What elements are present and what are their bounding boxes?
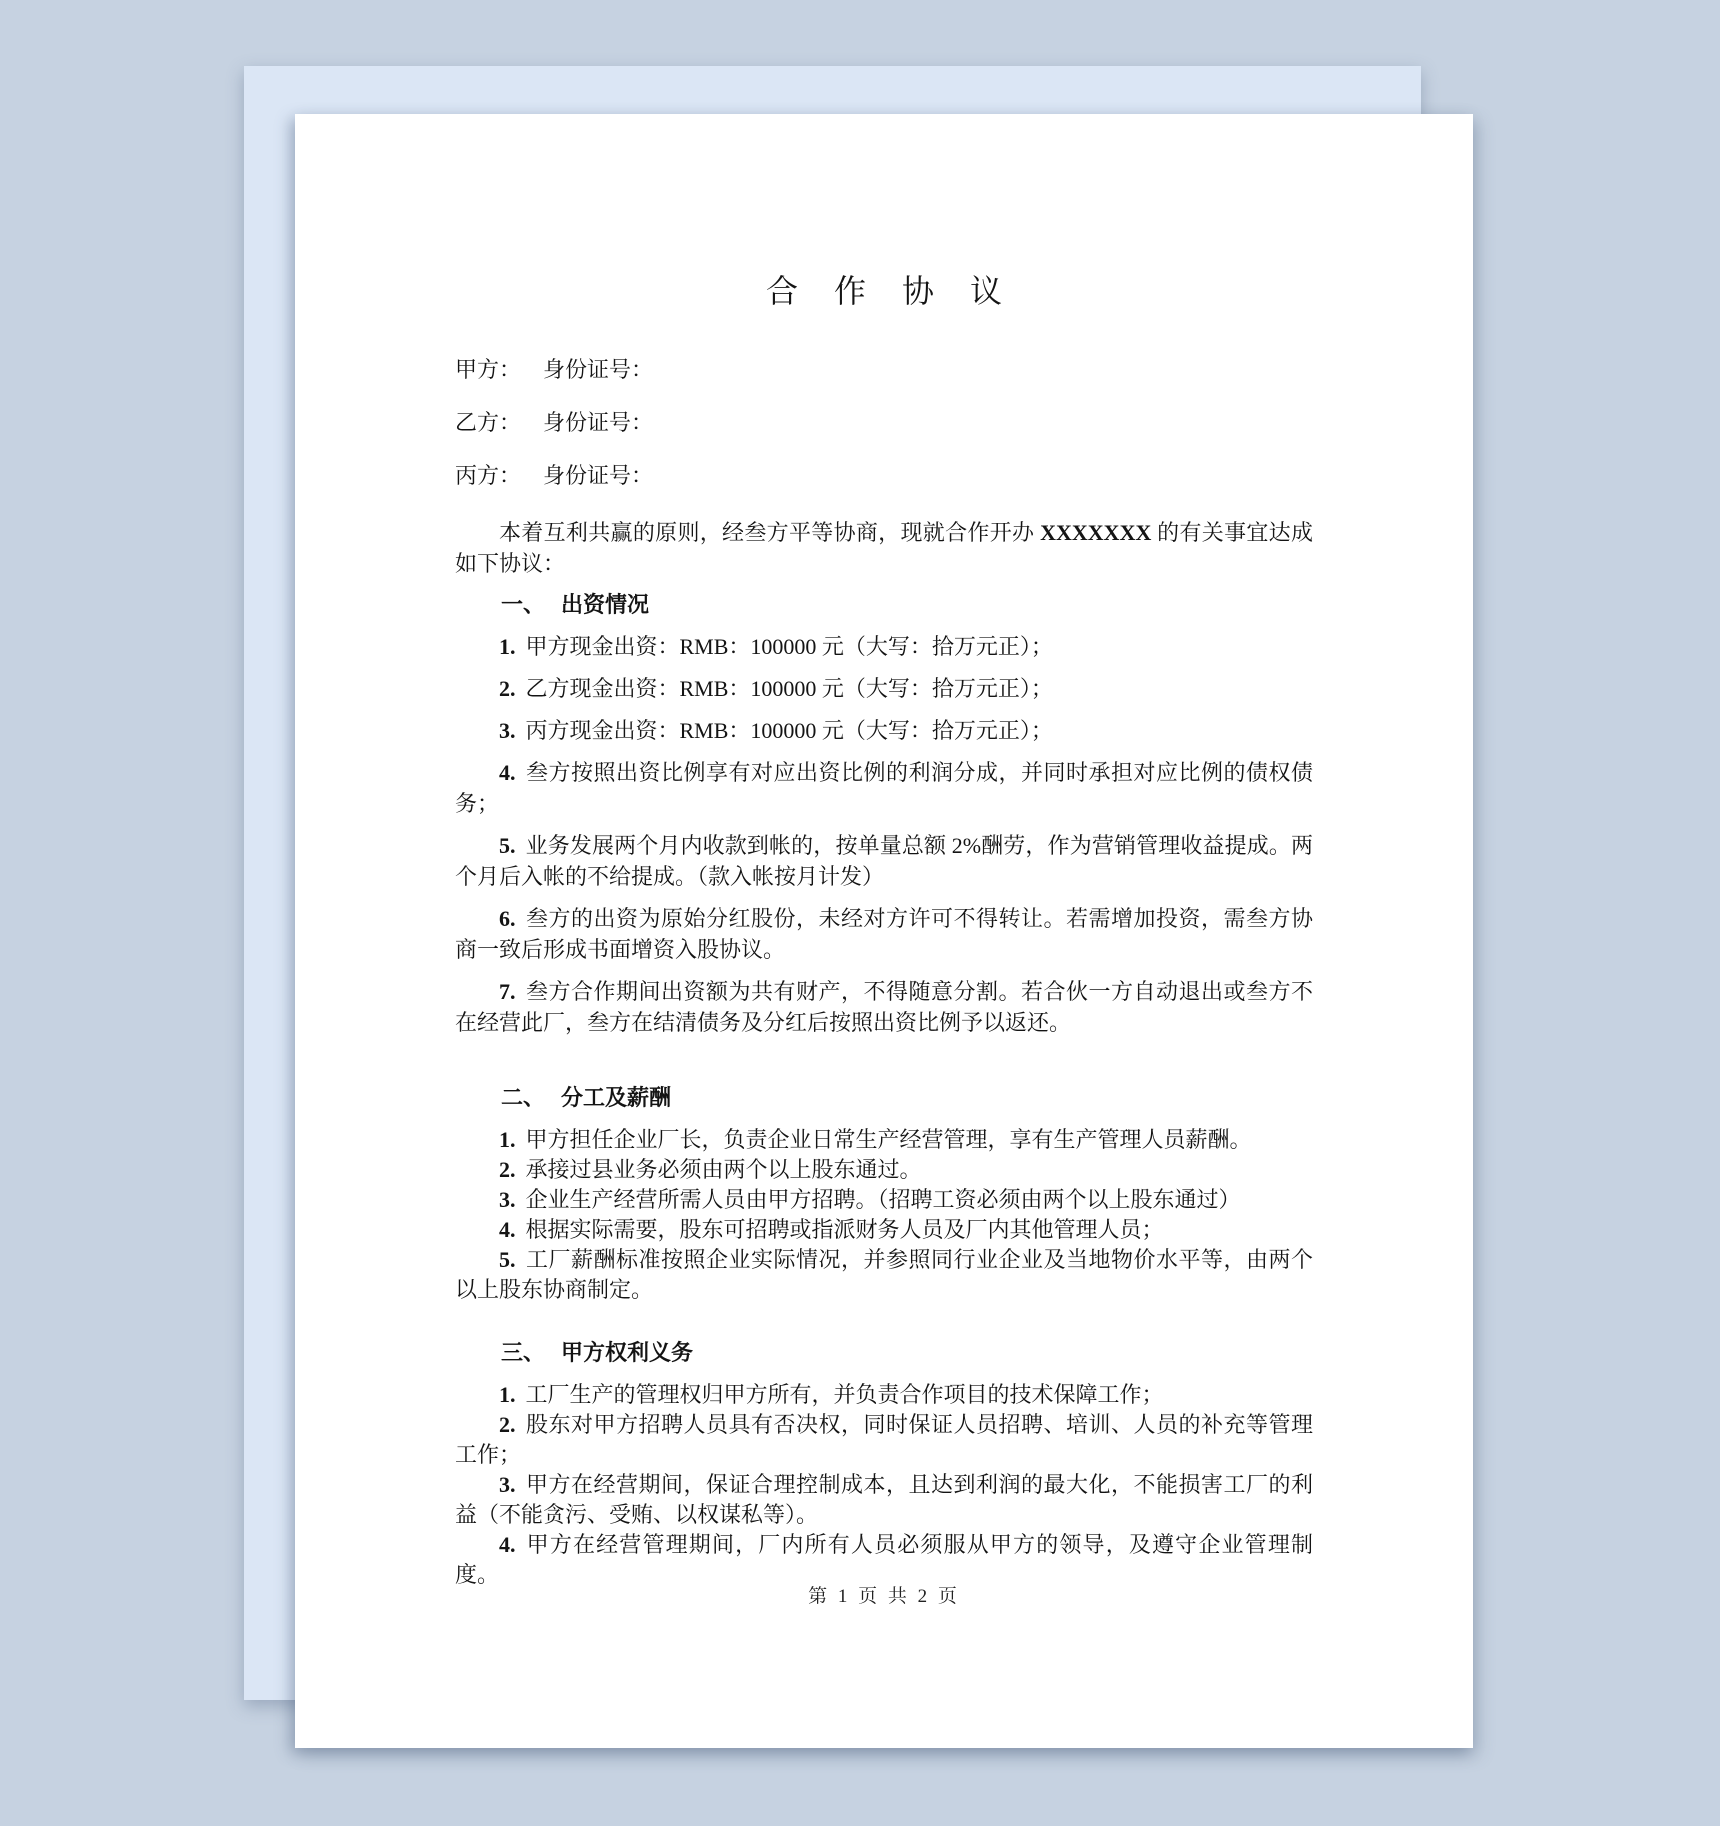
item-number: 3. [499, 1472, 516, 1497]
section-number: 三、 [501, 1340, 546, 1365]
item-text: 甲方现金出资：RMB：100000 元（大写：拾万元正）； [525, 634, 1053, 659]
item-text: 甲方担任企业厂长，负责企业日常生产经营管理，享有生产管理人员薪酬。 [525, 1127, 1252, 1152]
item-text: 乙方现金出资：RMB：100000 元（大写：拾万元正）； [525, 676, 1053, 701]
intro-placeholder-bold: XXXXXXX [1040, 520, 1152, 545]
party-id-label: 身份证号： [543, 357, 654, 382]
item-number: 1. [499, 1382, 516, 1407]
section1-item-4 [455, 757, 1313, 819]
item-number: 4. [499, 1532, 516, 1557]
item-number: 1. [499, 634, 516, 659]
intro-text-suffix: 的有关事宜达成如下协议： [455, 520, 1313, 576]
item-text: 叁方的出资为原始分红股份，未经对方许可不得转让。若需增加投资，需叁方协商一致后形成书面增资入股协议。 [455, 906, 1313, 962]
section-heading-3 [455, 1337, 1313, 1368]
item-text: 根据实际需要，股东可招聘或指派财务人员及厂内其他管理人员； [525, 1217, 1164, 1242]
document-page [295, 114, 1473, 1748]
item-text: 丙方现金出资：RMB：100000 元（大写：拾万元正）； [525, 718, 1053, 743]
item-number: 2. [499, 1412, 516, 1437]
party-id-label: 身份证号： [543, 410, 654, 435]
item-number: 5. [499, 1247, 516, 1272]
section1-item-5 [455, 830, 1313, 892]
item-text: 股东对甲方招聘人员具有否决权，同时保证人员招聘、培训、人员的补充等管理工作； [455, 1412, 1313, 1467]
item-number: 7. [499, 979, 516, 1004]
item-text: 承接过县业务必须由两个以上股东通过。 [525, 1157, 922, 1182]
party-row-jiafang [455, 354, 1313, 385]
section1-item-6 [455, 903, 1313, 965]
section1-item-1 [455, 631, 1313, 662]
section-title: 出资情况 [561, 592, 650, 617]
section-2-items [455, 1125, 1313, 1305]
party-row-yifang [455, 407, 1313, 438]
item-number: 2. [499, 1157, 516, 1182]
section1-item-2 [455, 673, 1313, 704]
item-text: 工厂生产的管理权归甲方所有，并负责合作项目的技术保障工作； [525, 1382, 1164, 1407]
page-footer: 第 1 页 共 2 页 [808, 1586, 960, 1607]
intro-paragraph [455, 517, 1313, 579]
document-title: 合 作 协 议 [765, 273, 1016, 309]
item-number: 3. [499, 1187, 516, 1212]
section2-item-2 [455, 1155, 1313, 1185]
section2-item-1 [455, 1125, 1313, 1155]
item-number: 5. [499, 833, 516, 858]
item-text: 业务发展两个月内收款到帐的，按单量总额 2%酬劳，作为营销管理收益提成。两个月后入帐的不给提成。（款入帐按月计发） [455, 833, 1313, 889]
parties-block [455, 354, 1313, 491]
section2-item-5 [455, 1245, 1313, 1305]
section-number: 二、 [501, 1085, 546, 1110]
item-text: 叁方按照出资比例享有对应出资比例的利润分成，并同时承担对应比例的债权债务； [455, 760, 1313, 816]
section2-item-4 [455, 1215, 1313, 1245]
section-1-items [455, 631, 1313, 1038]
section-heading-2 [455, 1082, 1313, 1113]
section1-item-3 [455, 715, 1313, 746]
section2-item-3 [455, 1185, 1313, 1215]
party-id-label: 身份证号： [543, 463, 654, 488]
item-text: 甲方在经营期间，保证合理控制成本，且达到利润的最大化，不能损害工厂的利益（不能贪污、受贿、以权谋私等）。 [455, 1472, 1313, 1527]
section-number: 一、 [501, 592, 546, 617]
section-title: 甲方权利义务 [561, 1340, 694, 1365]
item-number: 4. [499, 760, 516, 785]
section-contribution [455, 589, 1313, 1038]
party-row-bingfang [455, 460, 1313, 491]
item-text: 叁方合作期间出资额为共有财产，不得随意分割。若合伙一方自动退出或叁方不在经营此厂，叁方在结清债务及分红后按照出资比例予以返还。 [455, 979, 1313, 1035]
item-text: 企业生产经营所需人员由甲方招聘。（招聘工资必须由两个以上股东通过） [525, 1187, 1241, 1212]
section-division-salary [455, 1082, 1313, 1305]
party-label: 丙方： [455, 463, 522, 488]
section1-item-7 [455, 976, 1313, 1038]
item-number: 2. [499, 676, 516, 701]
intro-text-prefix: 本着互利共赢的原则，经叁方平等协商，现就合作开办 [499, 520, 1041, 545]
section-3-items [455, 1380, 1313, 1590]
party-label: 乙方： [455, 410, 522, 435]
section3-item-2 [455, 1410, 1313, 1470]
item-number: 6. [499, 906, 516, 931]
section3-item-1 [455, 1380, 1313, 1410]
item-text: 工厂薪酬标准按照企业实际情况，并参照同行业企业及当地物价水平等，由两个以上股东协商制定。 [455, 1247, 1313, 1302]
section3-item-3 [455, 1470, 1313, 1530]
item-text: 甲方在经营管理期间，厂内所有人员必须服从甲方的领导，及遵守企业管理制度。 [455, 1532, 1313, 1587]
item-number: 1. [499, 1127, 516, 1152]
item-number: 4. [499, 1217, 516, 1242]
party-label: 甲方： [455, 357, 522, 382]
section-title: 分工及薪酬 [561, 1085, 672, 1110]
section-partya-rights [455, 1337, 1313, 1590]
item-number: 3. [499, 718, 516, 743]
section-heading-1 [455, 589, 1313, 620]
